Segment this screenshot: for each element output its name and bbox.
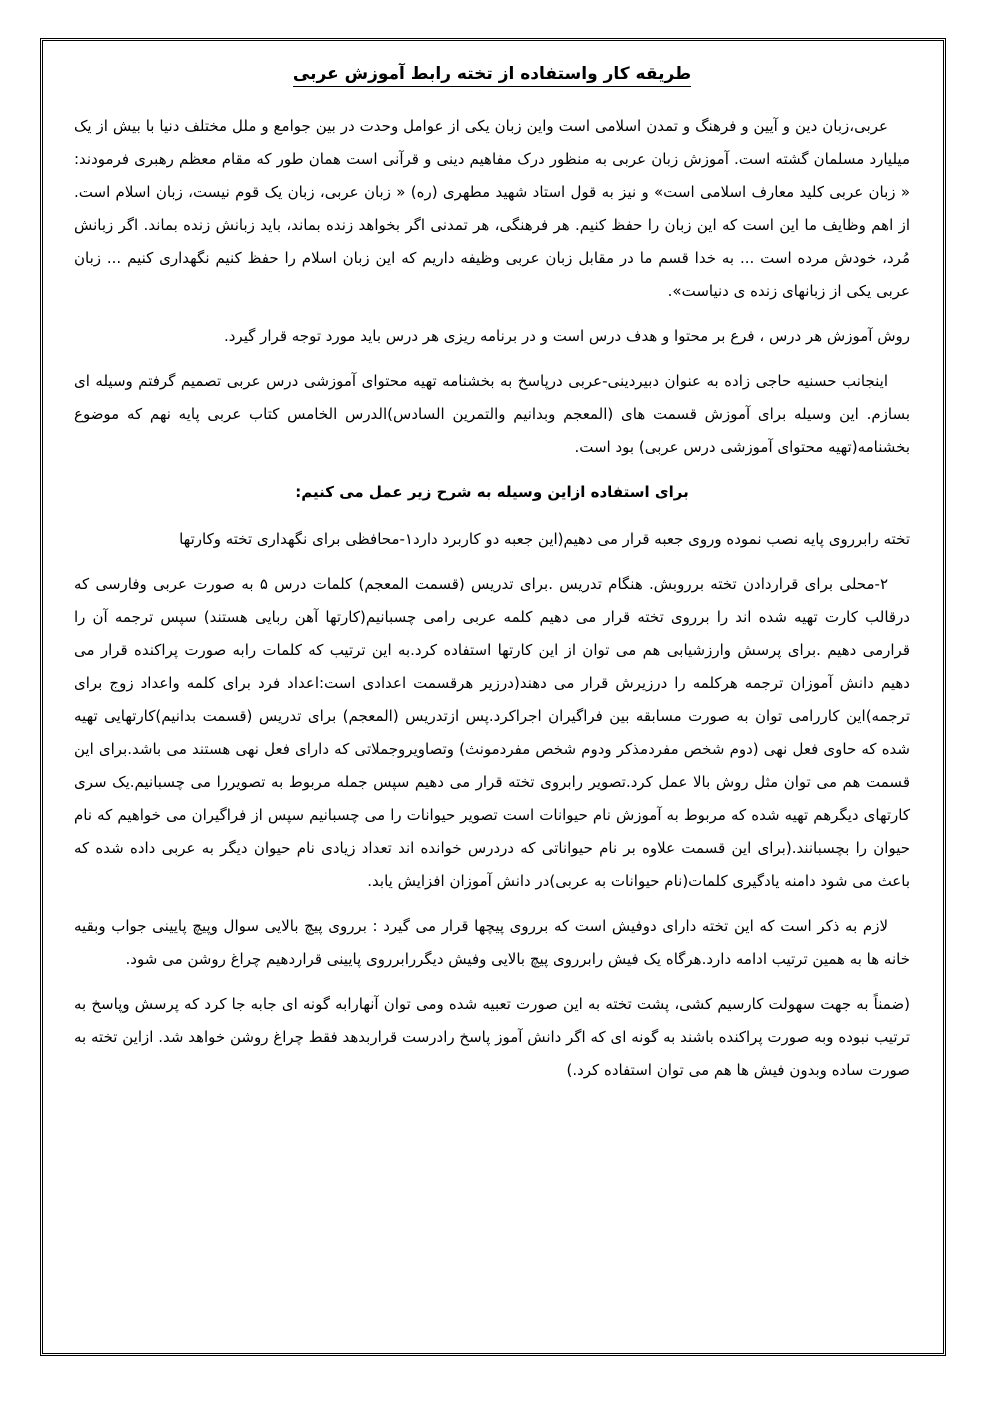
closing-paragraph: (ضمناً به جهت سهولت کارسیم کشی، پشت تخته به این صورت تعبیه شده ومی توان آنهارابه گونه ای جابه جا کرد که پرسش وپاسخ به ترتیب نبوده وبه صورت پراکنده باشند به گونه ای که اگر دانش آموز پاسخ رادرست قراربدهد فقط چراغ روشن خواهد شد. ازاین تخته به صورت ساده وبدون فیش ها هم می توان استفاده کرد.) [74, 995, 910, 1079]
document-title [74, 64, 910, 84]
method-paragraph: روش آموزش هر درس ، فرع بر محتوا و هدف درس است و در برنامه ریزی هر درس باید مورد توجه قرار گیرد. [223, 327, 910, 345]
intro-paragraph: عربی،زبان دین و آیین و فرهنگ و تمدن اسلامی است واین زبان یکی از عوامل وحدت در بین جوامع و ملل مختلف دنیا با بیش از یک میلیارد مسلمان گشته است. آموزش زبان عربی به منظور درک مفاهیم دینی و قرآنی است همان طور که مقام معظم رهبری فرمودند: « زبان عربی کلید معارف اسلامی است» و نیز به قول استاد شهید مطهری (ره) « زبان عربی، زبان یک قوم نیست، زبان اسلام است. از اهم وظایف ما این است که این زبان را حفظ کنیم. هر فرهنگی، هر تمدنی اگر بخواهد زنده بماند، باید زبانش زنده بماند. اگر زبانش مُرد، خودش مرده است ... به خدا قسم ما در مقابل زبان عربی وظیفه داریم که این زبان اسلام را حفظ کنیم نگهداری کنیم ... زبان عربی یکی از زبانهای زنده ی دنیاست». [74, 117, 910, 300]
step-one-paragraph: تخته رابرروی پایه نصب نموده وروی جعبه قرار می دهیم(این جعبه دو کاربرد دارد۱-محافظی برای نگهداری تخته وکارتها [179, 530, 910, 548]
step-two-paragraph: ۲-محلی برای قراردادن تخته برروبش. هنگام تدریس .برای تدریس (قسمت المعجم) کلمات درس ۵ به صورت عربی وفارسی که درقالب کارت تهیه شده اند را برروی تخته قرار می دهیم کلمه عربی رامی چسبانیم(کارتها آهن ربایی هستند) سپس ترجمه آن را قرارمی دهیم .برای پرسش وارزشیابی هم می توان از این کارتها استفاده کرد.به این ترتیب که کلمات رابه صورت پراکنده قرار می دهیم دانش آموزان ترجمه هرکلمه را درزیرش قرار می دهند(درزیر هرقسمت اعدادی است:اعداد فرد برای کلمه واعداد زوج برای ترجمه)این کاررامی توان به صورت مسابقه بین فراگیران اجراکرد.پس ازتدریس (المعجم) برای تدریس (قسمت بدانیم)کارتهایی تهیه شده که حاوی فعل نهی (دوم شخص مفردمذکر ودوم شخص مفردمونث) وتصاویروجملاتی که دارای فعل نهی هستند می باشد.برای این قسمت هم می توان مثل روش بالا عمل کرد.تصویر رابروی تخته قرار می دهیم سپس جمله مربوط به تصویررا می چسبانیم.یک سری کارتهای دیگرهم تهیه شده که مربوط به آموزش نام حیوانات است تصویر حیوانات را می چسبانیم سپس از فراگیران می خواهیم که نام حیوان را بچسبانند.(برای این قسمت علاوه بر نام حیواناتی که دردرس خوانده اند تعداد زیادی نام حیوان دیگر به عربی داده شده که باعث می شود دامنه یادگیری کلمات(نام حیوانات به عربی)در دانش آموزان افزایش یابد. [74, 575, 910, 890]
author-paragraph: اینجانب حسنیه حاجی زاده به عنوان دبیردینی-عربی درپاسخ به بخشنامه تهیه محتوای آموزشی درس عربی تصمیم گرفتم وسیله ای بسازم. این وسیله برای آموزش قسمت های (المعجم وبدانیم والتمرین السادس)الدرس الخامس کتاب عربی پایه نهم که موضوع بخشنامه(تهیه محتوای آموزشی درس عربی) بود است. [74, 372, 910, 456]
note-paragraph: لازم به ذکر است که این تخته دارای دوفیش است که برروی پیچها قرار می گیرد : برروی پیچ بالایی سوال وپیچ پایینی جواب وبقیه خانه ها به همین ترتیب ادامه دارد.هرگاه یک فیش رابرروی پیچ بالایی وفیش دیگررابرروی پایینی قراردهیم چراغ روشن می شود. [74, 917, 910, 968]
document-title-text: طریقه کار واستفاده از تخته رابط آموزش عربی [293, 64, 691, 87]
document-body [74, 60, 910, 1099]
usage-heading: برای استفاده ازاین وسیله به شرح زیر عمل می کنیم: [295, 483, 689, 501]
